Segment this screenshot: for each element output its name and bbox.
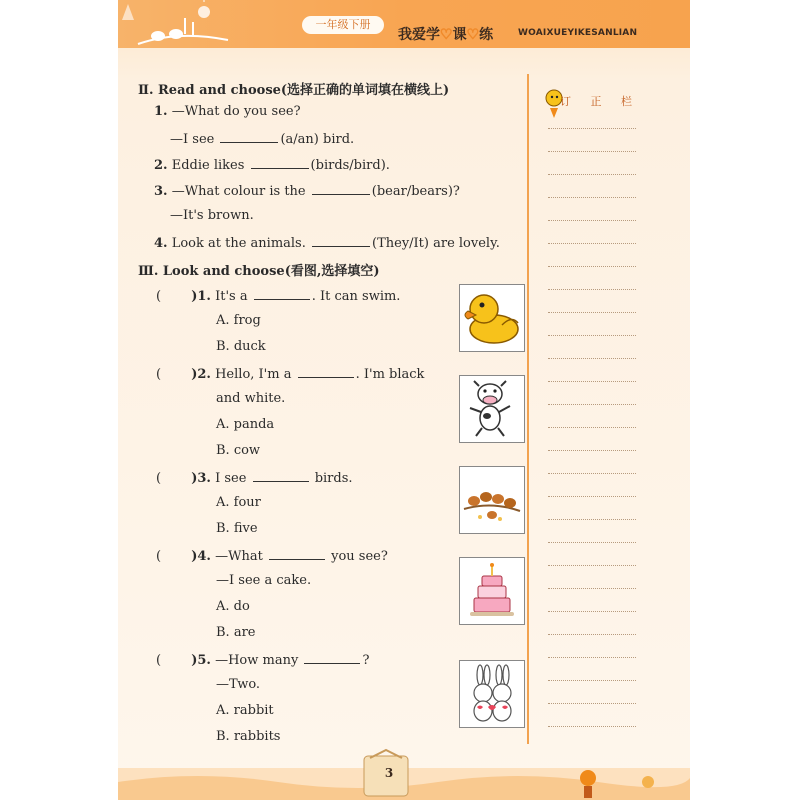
correction-line[interactable] — [548, 680, 636, 681]
page-number: 3 — [384, 766, 394, 780]
question-text-cont: and white. — [216, 391, 286, 406]
question-number: )5. — [191, 653, 211, 668]
question-2-1 — [154, 104, 301, 119]
question-2-3 — [154, 182, 460, 199]
birds-picture — [459, 466, 525, 534]
header-decoration-icon — [118, 0, 238, 62]
question-text: . It can swim. — [311, 289, 401, 304]
question-3-1 — [156, 287, 400, 304]
question-text: Look at the animals. — [171, 236, 306, 251]
question-number: 2. — [154, 158, 168, 173]
question-text: —What colour is the — [171, 184, 306, 199]
correction-line[interactable] — [548, 473, 636, 474]
question-number: )1. — [191, 289, 211, 304]
question-2-4 — [154, 234, 500, 251]
answer-blank — [298, 365, 354, 378]
question-number: 4. — [154, 236, 168, 251]
answer-paren-open: ( — [156, 471, 162, 486]
correction-line[interactable] — [548, 542, 636, 543]
question-3-3 — [156, 469, 353, 486]
grade-label: 一年级下册 — [302, 16, 384, 34]
heart-icon: ♡ — [466, 27, 480, 43]
correction-line[interactable] — [548, 427, 636, 428]
question-text: Eddie likes — [171, 158, 245, 173]
correction-line[interactable] — [548, 128, 636, 129]
question-text: —How many — [215, 653, 299, 668]
answer-blank — [254, 287, 310, 300]
brand-ke: 课 — [452, 27, 467, 43]
cake-picture — [459, 557, 525, 625]
option-b: B. rabbits — [216, 729, 281, 744]
option-b: B. are — [216, 625, 256, 640]
correction-line[interactable] — [548, 289, 636, 290]
correction-line[interactable] — [548, 312, 636, 313]
correction-column-label: 订 正 栏 — [560, 95, 640, 108]
option-a: A. frog — [216, 313, 261, 328]
question-text: Hello, I'm a — [215, 367, 292, 382]
option-b: B. duck — [216, 339, 266, 354]
answer-paren-open: ( — [156, 367, 162, 382]
correction-line[interactable] — [548, 358, 636, 359]
question-3-4 — [156, 547, 388, 564]
correction-line[interactable] — [548, 496, 636, 497]
answer-paren-open: ( — [156, 289, 162, 304]
question-text-cont: —Two. — [216, 677, 261, 692]
rabbits-icon — [460, 661, 524, 727]
option-b: B. cow — [216, 443, 261, 458]
question-text: birds. — [314, 471, 353, 486]
correction-line[interactable] — [548, 243, 636, 244]
footer-decoration-icon — [118, 748, 690, 800]
question-3-2 — [156, 365, 424, 382]
question-text: —What do you see? — [171, 104, 301, 119]
correction-line[interactable] — [548, 519, 636, 520]
answer-blank[interactable] — [251, 156, 309, 169]
cow-icon — [460, 376, 524, 442]
question-text: —What — [215, 549, 263, 564]
brand-title — [398, 24, 493, 44]
correction-line[interactable] — [548, 220, 636, 221]
correction-line[interactable] — [548, 335, 636, 336]
question-number: )4. — [191, 549, 211, 564]
option-a: A. four — [216, 495, 261, 510]
question-text: I see — [215, 471, 247, 486]
question-3-5 — [156, 651, 369, 668]
answer-blank[interactable] — [312, 234, 370, 247]
section-2-title: Ⅱ. Read and choose(选择正确的单词填在横线上) — [138, 83, 450, 98]
question-text: you see? — [331, 549, 388, 564]
correction-line[interactable] — [548, 703, 636, 704]
correction-line[interactable] — [548, 151, 636, 152]
question-text: (a/an) bird. — [280, 132, 355, 147]
brand-name: 我爱学 — [398, 27, 440, 43]
answer-blank — [269, 547, 325, 560]
question-number: )2. — [191, 367, 211, 382]
correction-line[interactable] — [548, 266, 636, 267]
question-2-3-answer: —It's brown. — [170, 208, 254, 223]
correction-line[interactable] — [548, 174, 636, 175]
correction-line[interactable] — [548, 565, 636, 566]
question-2-2 — [154, 156, 390, 173]
correction-line[interactable] — [548, 634, 636, 635]
question-number: 3. — [154, 184, 168, 199]
duck-icon — [460, 285, 524, 351]
question-text: ? — [362, 653, 370, 668]
answer-paren-open: ( — [156, 549, 162, 564]
correction-line[interactable] — [548, 726, 636, 727]
question-2-1-answer — [170, 130, 354, 147]
answer-blank[interactable] — [220, 130, 278, 143]
cake-icon — [460, 558, 524, 624]
question-text: (birds/bird). — [310, 158, 390, 173]
question-text: It's a — [215, 289, 248, 304]
answer-blank — [253, 469, 309, 482]
heart-icon: ♡ — [440, 27, 453, 43]
option-b: B. five — [216, 521, 258, 536]
option-a: A. rabbit — [216, 703, 274, 718]
question-text: —I see — [170, 132, 215, 147]
cow-picture — [459, 375, 525, 443]
question-text-cont: —I see a cake. — [216, 573, 312, 588]
question-text: (They/It) are lovely. — [372, 236, 500, 251]
option-a: A. do — [216, 599, 250, 614]
duck-picture — [459, 284, 525, 352]
correction-line[interactable] — [548, 611, 636, 612]
answer-paren-open: ( — [156, 653, 162, 668]
option-a: A. panda — [216, 417, 275, 432]
question-number: 1. — [154, 104, 168, 119]
question-text: (bear/bears)? — [371, 184, 460, 199]
correction-line[interactable] — [548, 404, 636, 405]
correction-line[interactable] — [548, 450, 636, 451]
answer-blank — [304, 651, 360, 664]
correction-line[interactable] — [548, 197, 636, 198]
correction-line[interactable] — [548, 588, 636, 589]
question-number: )3. — [191, 471, 211, 486]
correction-line[interactable] — [548, 657, 636, 658]
correction-line[interactable] — [548, 381, 636, 382]
brand-subtitle: WOAIXUEYIKESANLIAN — [518, 28, 638, 38]
brand-lian: 练 — [479, 27, 494, 43]
question-text: . I'm black — [355, 367, 425, 382]
birds-icon — [460, 467, 524, 533]
rabbits-picture — [459, 660, 525, 728]
section-3-title: Ⅲ. Look and choose(看图,选择填空) — [138, 264, 380, 279]
answer-blank[interactable] — [312, 182, 370, 195]
column-divider — [527, 74, 529, 744]
